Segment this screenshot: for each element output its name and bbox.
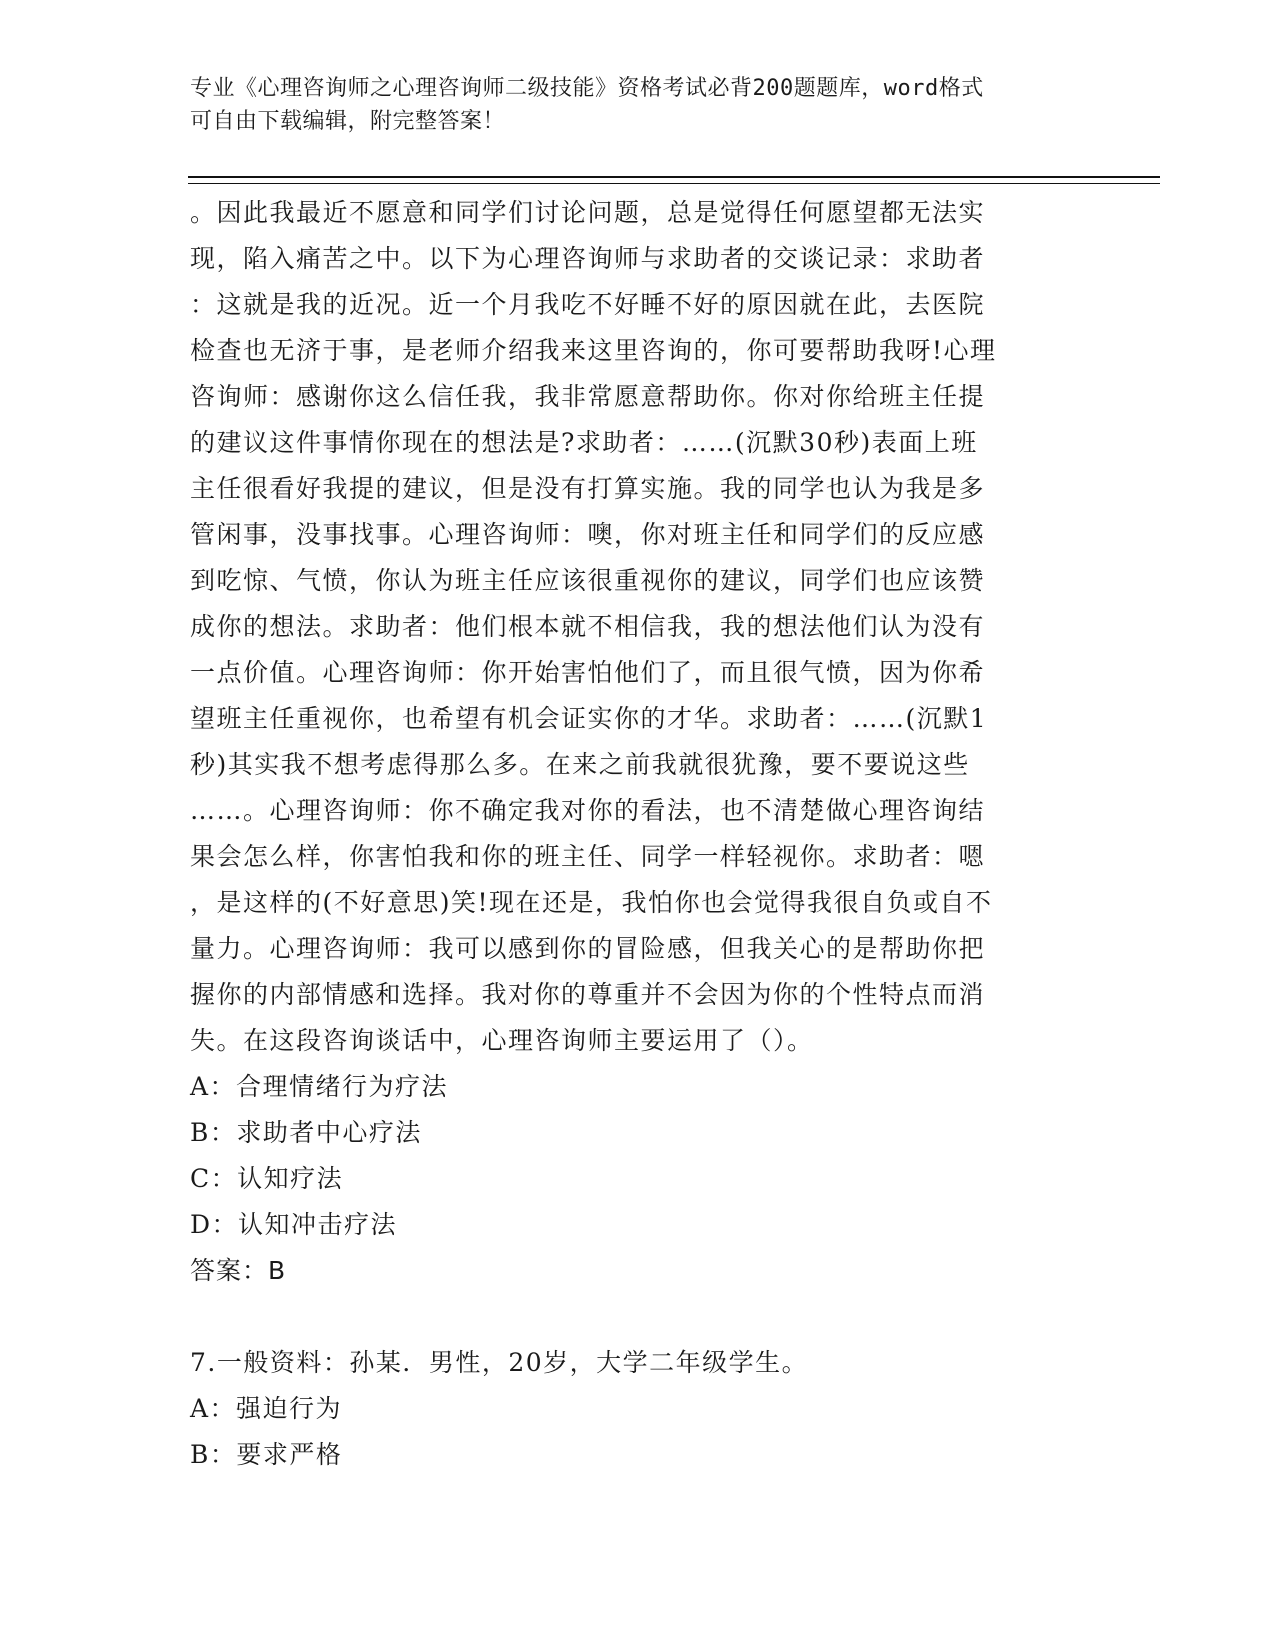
option-c: C：认知疗法 <box>190 1164 344 1193</box>
passage-line: ：这就是我的近况。近一个月我吃不好睡不好的原因就在此，去医院 <box>190 290 986 319</box>
passage-line: 的建议这件事情你现在的想法是?求助者：……(沉默30秒)表面上班 <box>190 428 978 457</box>
passage-line: 咨询师：感谢你这么信任我，我非常愿意帮助你。你对你给班主任提 <box>190 382 986 411</box>
header-title-line-1: 专业《心理咨询师之心理咨询师二级技能》资格考试必背200题题库，word格式 <box>190 76 984 101</box>
option-a: A：合理情绪行为疗法 <box>190 1072 449 1101</box>
question-spacer <box>190 1294 1090 1340</box>
question-7-stem: 7.一般资料：孙某．男性，20岁，大学二年级学生。 <box>190 1348 809 1377</box>
header-title-line-2: 可自由下载编辑，附完整答案！ <box>190 109 506 134</box>
passage-line: 到吃惊、气愤，你认为班主任应该很重视你的建议，同学们也应该赞 <box>190 566 986 595</box>
question-6-passage <box>190 190 1090 1064</box>
passage-line: 量力。心理咨询师：我可以感到你的冒险感，但我关心的是帮助你把 <box>190 934 986 963</box>
passage-line: 秒)其实我不想考虑得那么多。在来之前我就很犹豫，要不要说这些 <box>190 750 970 779</box>
question-7 <box>190 1340 1090 1478</box>
header-divider-thick <box>188 176 1160 178</box>
passage-line: 一点价值。心理咨询师：你开始害怕他们了，而且很气愤，因为你希 <box>190 658 986 687</box>
passage-line: 。因此我最近不愿意和同学们讨论问题，总是觉得任何愿望都无法实 <box>190 198 986 227</box>
passage-line: 管闲事，没事找事。心理咨询师：噢，你对班主任和同学们的反应感 <box>190 520 986 549</box>
passage-line: 失。在这段咨询谈话中，心理咨询师主要运用了（）。 <box>190 1026 814 1055</box>
option-b: B：要求严格 <box>190 1440 343 1469</box>
question-6-answer: 答案：B <box>190 1256 287 1285</box>
passage-line: 果会怎么样，你害怕我和你的班主任、同学一样轻视你。求助者：嗯 <box>190 842 986 871</box>
header-divider-thin <box>188 183 1160 184</box>
option-b: B：求助者中心疗法 <box>190 1118 422 1147</box>
passage-line: ，是这样的(不好意思)笑!现在还是，我怕你也会觉得我很自负或自不 <box>190 888 993 917</box>
passage-line: 现，陷入痛苦之中。以下为心理咨询师与求助者的交谈记录：求助者 <box>190 244 986 273</box>
question-6-options <box>190 1064 1090 1248</box>
document-header <box>190 72 1070 138</box>
passage-line: 检查也无济于事，是老师介绍我来这里咨询的，你可要帮助我呀!心理 <box>190 336 997 365</box>
option-d: D：认知冲击疗法 <box>190 1210 398 1239</box>
passage-line: ……。心理咨询师：你不确定我对你的看法，也不清楚做心理咨询结 <box>190 796 986 825</box>
option-a: A：强迫行为 <box>190 1394 343 1423</box>
passage-line: 成你的想法。求助者：他们根本就不相信我，我的想法他们认为没有 <box>190 612 986 641</box>
passage-line: 主任很看好我提的建议，但是没有打算实施。我的同学也认为我是多 <box>190 474 986 503</box>
passage-line: 握你的内部情感和选择。我对你的尊重并不会因为你的个性特点而消 <box>190 980 986 1009</box>
document-body <box>190 190 1090 1478</box>
passage-line: 望班主任重视你，也希望有机会证实你的才华。求助者：……(沉默1 <box>190 704 988 733</box>
